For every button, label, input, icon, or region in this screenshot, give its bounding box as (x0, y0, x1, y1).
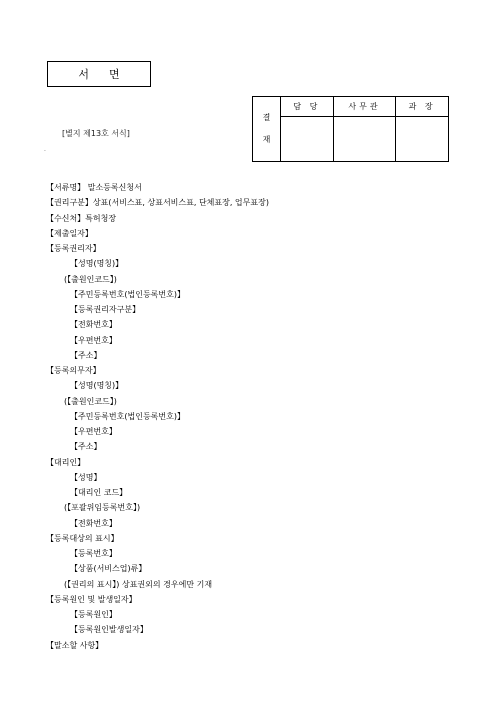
form-field-line: 【말소할 사항】 (46, 640, 104, 650)
form-field-line: 【우편번호】 (70, 427, 117, 436)
form-field-line: 【우편번호】 (70, 335, 117, 345)
approval-header-officer: 사무관 (333, 97, 396, 117)
title-char-1: 서 (78, 68, 89, 81)
approval-side-bottom: 재 (262, 135, 271, 144)
approval-side-label (253, 97, 281, 162)
form-field-line: (【권리의 표시】) 상표권외의 경우에만 기재 (64, 579, 213, 589)
form-field-line: 【권리구분】상표(서비스표, 상표서비스표, 단체표장, 업무표장) (46, 198, 269, 208)
approval-sign-cell (281, 117, 334, 162)
form-field-line: 【제출일자】 (46, 228, 93, 238)
form-field-line: 【성명】 (70, 472, 102, 482)
form-field-line: (【포괄위임등록번호】) (64, 503, 141, 513)
form-field-line: 【주소】 (70, 350, 102, 360)
form-field-line: (【출원인코드】) (64, 274, 117, 284)
form-field-line: 【등록의무자】 (46, 366, 101, 375)
form-field-line: 【등록대상의 표시】 (46, 533, 119, 543)
approval-header-chief: 과 장 (396, 97, 449, 117)
form-field-line: (【출원인코드】) (64, 396, 117, 406)
form-field-line: 【등록번호】 (70, 549, 117, 558)
approval-sign-cell (396, 117, 449, 162)
stray-dot: . (44, 146, 46, 153)
form-field-line: 【수신처】특허청장 (46, 213, 117, 223)
approval-header-manager: 담 당 (281, 97, 334, 117)
title-char-2: 면 (109, 68, 120, 81)
form-field-line: 【대리인 코드】 (70, 488, 128, 497)
form-field-line: 【전화번호】 (70, 518, 117, 528)
form-field-line: 【등록권리자】 (46, 244, 101, 253)
form-field-line: 【주민등록번호(법인등록번호)】 (70, 289, 185, 299)
approval-sign-cell (333, 117, 396, 162)
form-field-line: 【상품(서비스업)류】 (70, 564, 147, 574)
form-field-line: 【대리인】 (46, 457, 86, 467)
form-fields-list (46, 180, 269, 653)
form-field-line: 【전화번호】 (70, 320, 117, 330)
form-field-line: 【등록원인】 (70, 610, 117, 619)
form-field-line: 【등록원인 및 발생일자】 (46, 594, 137, 604)
approval-side-top: 결 (262, 113, 271, 122)
approval-table (252, 96, 449, 162)
form-number-label: [별지 제13호 서식] (62, 129, 130, 138)
document-title-box (47, 61, 151, 87)
form-field-line: 【성명(명칭)】 (70, 259, 124, 269)
form-field-line: 【등록원인발생일자】 (70, 625, 148, 635)
form-field-line: 【등록권리자구분】 (70, 305, 141, 314)
form-field-line: 【주민등록번호(법인등록번호)】 (70, 411, 185, 421)
form-field-line: 【주소】 (70, 442, 102, 452)
form-field-line: 【성명(명칭)】 (70, 381, 124, 391)
form-field-line: 【서류명】 말소등록신청서 (46, 183, 142, 192)
